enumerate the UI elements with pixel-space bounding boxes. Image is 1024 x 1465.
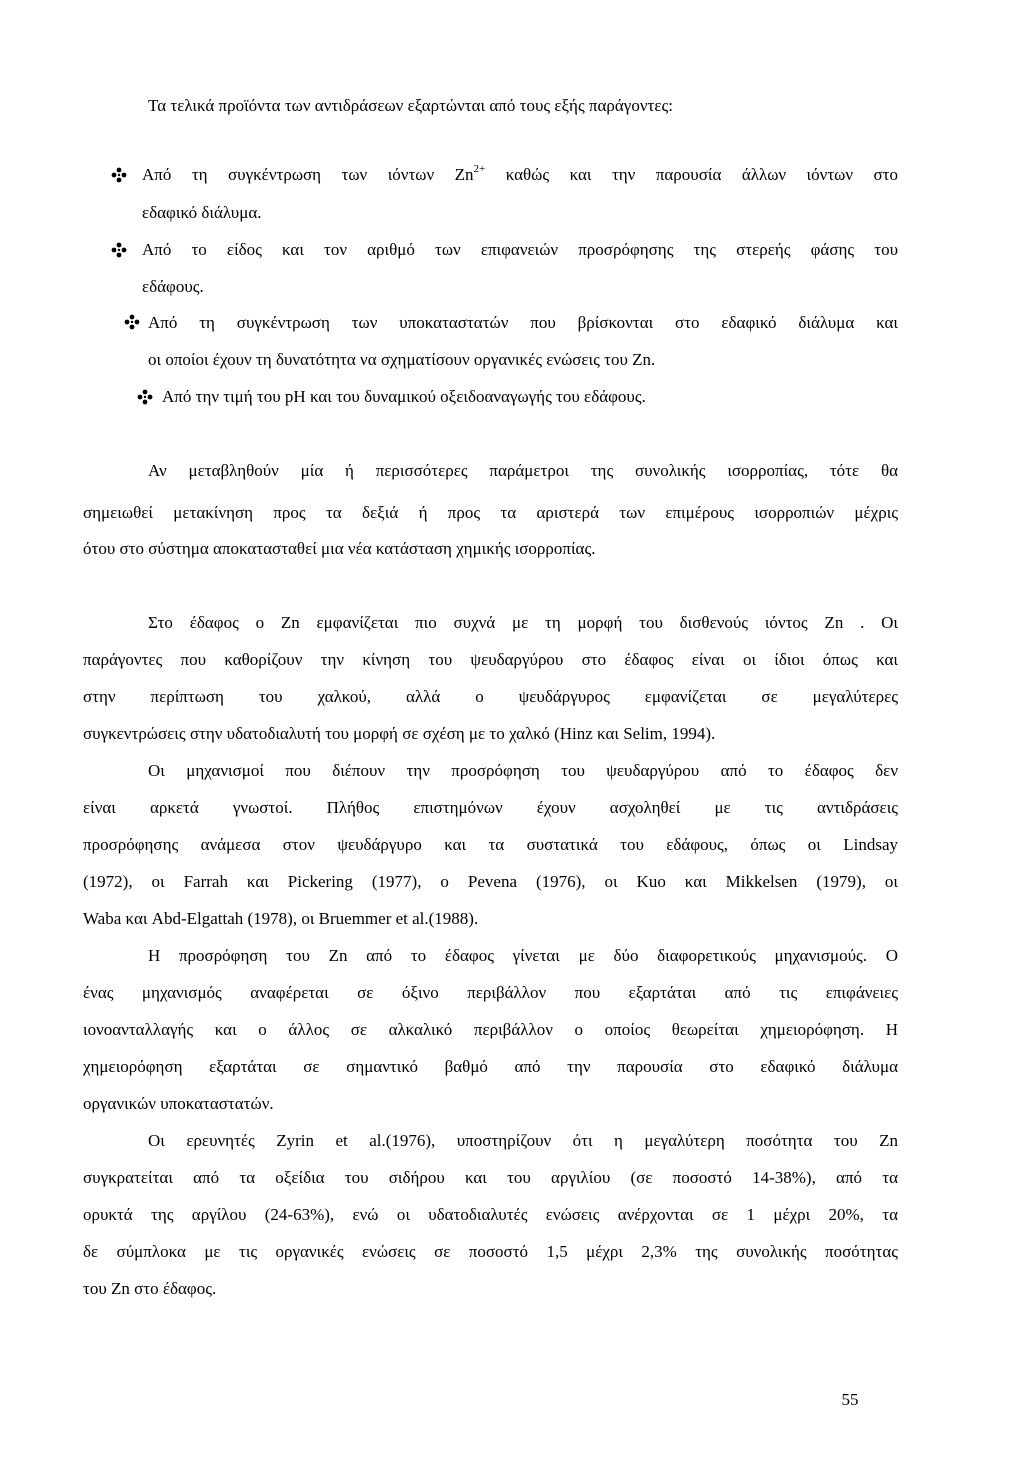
diamond-bullet-icon <box>124 314 140 330</box>
paragraph-line: στην περίπτωση του χαλκού, αλλά ο ψευδάργυρος εμφανίζεται σε μεγαλύτερες <box>83 687 898 706</box>
paragraph-line: ένας μηχανισμός αναφέρεται σε όξινο περιβάλλον που εξαρτάται από τις επιφάνειες <box>83 983 898 1002</box>
paragraph-line: ότου στο σύστημα αποκατασταθεί μια νέα κατάσταση χημικής ισορροπίας. <box>83 539 596 558</box>
paragraph-line: είναι αρκετά γνωστοί. Πλήθος επιστημόνων έχουν ασχοληθεί με τις αντιδράσεις <box>83 798 898 817</box>
bullet-1-text-cont: καθώς και την παρουσία άλλων ιόντων στο <box>485 165 898 184</box>
diamond-bullet-icon <box>111 167 127 183</box>
page-number: 55 <box>841 1390 859 1409</box>
paragraph-line: Η προσρόφηση του Zn από το έδαφος γίνεται με δύο διαφορετικούς μηχανισμούς. Ο <box>148 946 898 965</box>
bullet-2-line-1: Από το είδος και τον αριθμό των επιφανειών προσρόφησης της στερεής φάσης του <box>142 240 898 259</box>
paragraph-line: του Zn στο έδαφος. <box>83 1279 217 1298</box>
paragraph-line: Waba και Abd-Elgattah (1978), οι Bruemmer et al.(1988). <box>83 909 479 928</box>
diamond-bullet-icon <box>137 389 153 405</box>
paragraph-line: παράγοντες που καθορίζουν την κίνηση του ψευδαργύρου στο έδαφος είναι οι ίδιοι όπως και <box>83 650 898 669</box>
intro-line: Τα τελικά προϊόντα των αντιδράσεων εξαρτώνται από τους εξής παράγοντες: <box>148 96 673 115</box>
paragraph-line: συγκρατείται από τα οξείδια του σιδήρου και του αργιλίου (σε ποσοστό 14-38%), από τα <box>83 1168 898 1187</box>
paragraph-line: (1972), οι Farrah και Pickering (1977), ο Pevena (1976), οι Kuo και Mikkelsen (1979), οι <box>83 872 898 891</box>
paragraph-line: ιονοανταλλαγής και ο άλλος σε αλκαλικό περιβάλλον ο οποίος θεωρείται χημειορόφηση. Η <box>83 1020 898 1039</box>
paragraph-line: Οι ερευνητές Zyrin et al.(1976), υποστηρίζουν ότι η μεγαλύτερη ποσότητα του Zn <box>148 1131 898 1150</box>
paragraph-line: ορυκτά της αργίλου (24-63%), ενώ οι υδατοδιαλυτές ενώσεις ανέρχονται σε 1 μέχρι 20%, τα <box>83 1205 898 1224</box>
paragraph-line: Αν μεταβληθούν μία ή περισσότερες παράμετροι της συνολικής ισορροπίας, τότε θα <box>148 461 898 480</box>
paragraph-line: δε σύμπλοκα με τις οργανικές ενώσεις σε ποσοστό 1,5 μέχρι 2,3% της συνολικής ποσότητας <box>83 1242 898 1261</box>
bullet-3-line-2: οι οποίοι έχουν τη δυνατότητα να σχηματίσουν οργανικές ενώσεις του Zn. <box>148 350 656 369</box>
zn-charge-superscript: 2+ <box>473 163 486 175</box>
bullet-3-line-1: Από τη συγκέντρωση των υποκαταστατών που βρίσκονται στο εδαφικό διάλυμα και <box>148 313 898 332</box>
paragraph-line: χημειορόφηση εξαρτάται σε σημαντικό βαθμό από την παρουσία στο εδαφικό διάλυμα <box>83 1057 898 1076</box>
paragraph-line: Στο έδαφος ο Zn εμφανίζεται πιο συχνά με τη μορφή του δισθενούς ιόντος Zn . Οι <box>148 613 898 632</box>
bullet-1-line-1 <box>142 160 898 190</box>
paragraph-line: οργανικών υποκαταστατών. <box>83 1094 274 1113</box>
paragraph-line: σημειωθεί μετακίνηση προς τα δεξιά ή προς τα αριστερά των επιμέρους ισορροπιών μέχρις <box>83 503 898 522</box>
paragraph-line: συγκεντρώσεις στην υδατοδιαλυτή του μορφή σε σχέση με το χαλκό (Hinz και Selim, 1994). <box>83 724 716 743</box>
bullet-4-line-1: Από την τιμή του pH και του δυναμικού οξειδοαναγωγής του εδάφους. <box>162 387 646 406</box>
bullet-1-text: Από τη συγκέντρωση των ιόντων Zn <box>142 165 474 184</box>
paragraph-line: Οι μηχανισμοί που διέπουν την προσρόφηση του ψευδαργύρου από το έδαφος δεν <box>148 761 898 780</box>
diamond-bullet-icon <box>111 242 127 258</box>
bullet-1-line-2: εδαφικό διάλυμα. <box>142 203 262 222</box>
bullet-2-line-2: εδάφους. <box>142 277 204 296</box>
paragraph-line: προσρόφησης ανάμεσα στον ψευδάργυρο και τα συστατικά του εδάφους, όπως οι Lindsay <box>83 835 898 854</box>
